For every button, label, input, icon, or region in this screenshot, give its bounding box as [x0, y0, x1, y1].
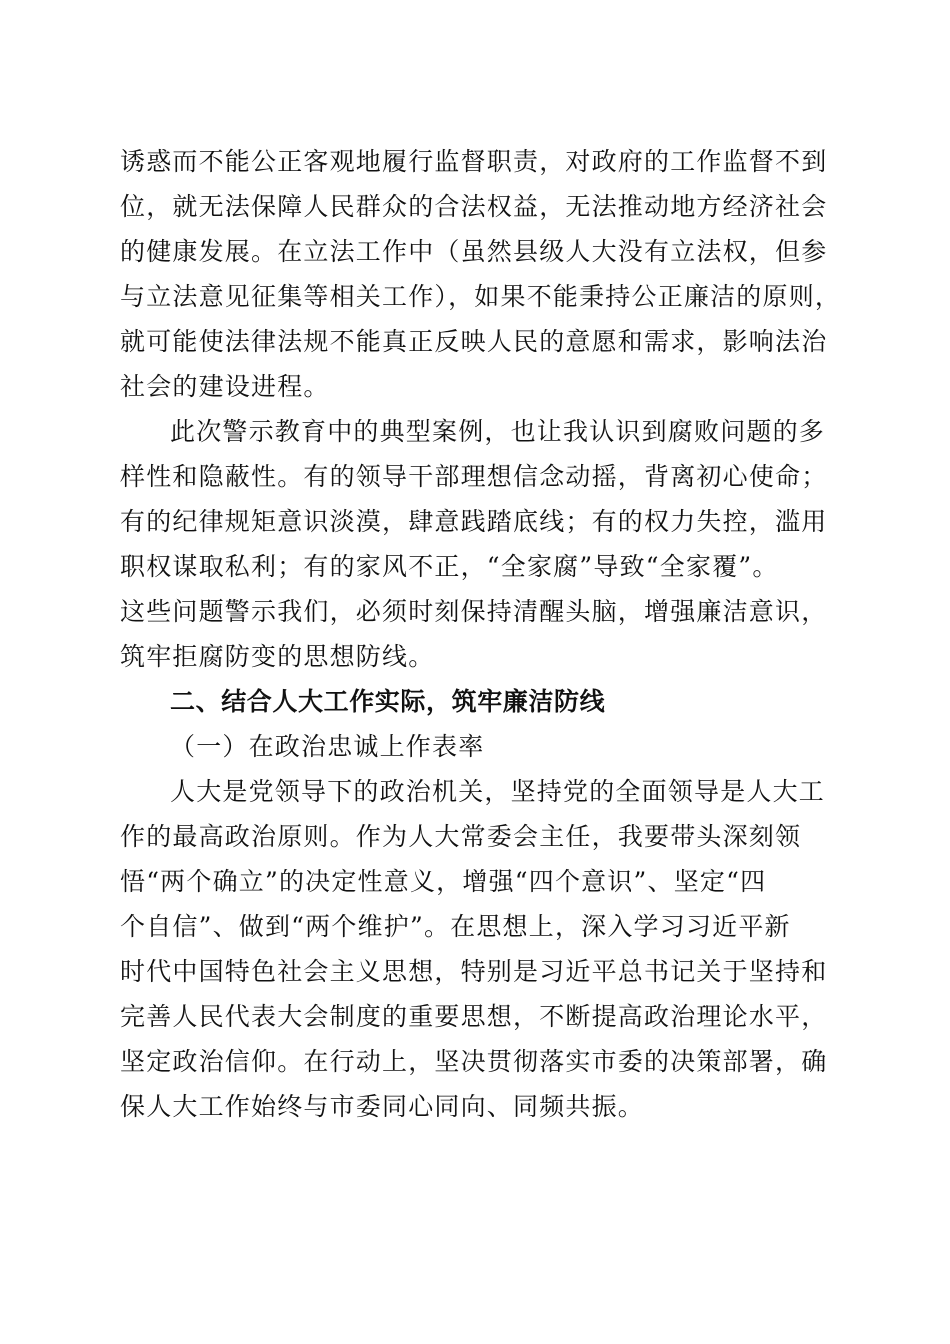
- paragraph-2-line: 这些问题警示我们，必须时刻保持清醒头脑，增强廉洁意识，: [120, 597, 828, 626]
- paragraph-3-line: 作的最高政治原则。作为人大常委会主任，我要带头深刻领: [120, 822, 802, 851]
- paragraph-2-line: 样性和隐蔽性。有的领导干部理想信念动摇，背离初心使命；: [120, 462, 828, 491]
- subsection-heading: （一）在政治忠诚上作表率: [170, 732, 485, 761]
- paragraph-2-line: 有的纪律规矩意识淡漠，肆意践踏底线；有的权力失控，滥用: [120, 507, 828, 536]
- paragraph-3-line: 时代中国特色社会主义思想，特别是习近平总书记关于坚持和: [120, 957, 828, 986]
- paragraph-2-line: 筑牢拒腐防变的思想防线。: [120, 642, 435, 671]
- paragraph-2-line: 职权谋取私利；有的家风不正，“全家腐”导致“全家覆”。: [120, 552, 779, 581]
- paragraph-3-line: 完善人民代表大会制度的重要思想，不断提高政治理论水平，: [120, 1002, 828, 1031]
- section-heading: 二、结合人大工作实际，筑牢廉洁防线: [170, 687, 606, 716]
- paragraph-1-line: 社会的建设进程。: [120, 372, 330, 401]
- paragraph-3-line: 个自信”、做到“两个维护”。在思想上，深入学习习近平新: [120, 912, 791, 941]
- paragraph-1-line: 与立法意见征集等相关工作），如果不能秉持公正廉洁的原则，: [120, 282, 842, 311]
- paragraph-1-line: 的健康发展。在立法工作中（虽然县级人大没有立法权，但参: [120, 237, 828, 266]
- paragraph-1-line: 位，就无法保障人民群众的合法权益，无法推动地方经济社会: [120, 192, 828, 221]
- paragraph-3-line: 保人大工作始终与市委同心同向、同频共振。: [120, 1092, 645, 1121]
- paragraph-1-line: 诱惑而不能公正客观地履行监督职责，对政府的工作监督不到: [120, 147, 828, 176]
- paragraph-3-line: 人大是党领导下的政治机关，坚持党的全面领导是人大工: [170, 777, 826, 806]
- paragraph-2-line: 此次警示教育中的典型案例，也让我认识到腐败问题的多: [170, 417, 826, 446]
- paragraph-3-line: 坚定政治信仰。在行动上，坚决贯彻落实市委的决策部署，确: [120, 1047, 828, 1076]
- paragraph-1-line: 就可能使法律法规不能真正反映人民的意愿和需求，影响法治: [120, 327, 828, 356]
- paragraph-3-line: 悟“两个确立”的决定性意义，增强“四个意识”、坚定“四: [120, 867, 767, 896]
